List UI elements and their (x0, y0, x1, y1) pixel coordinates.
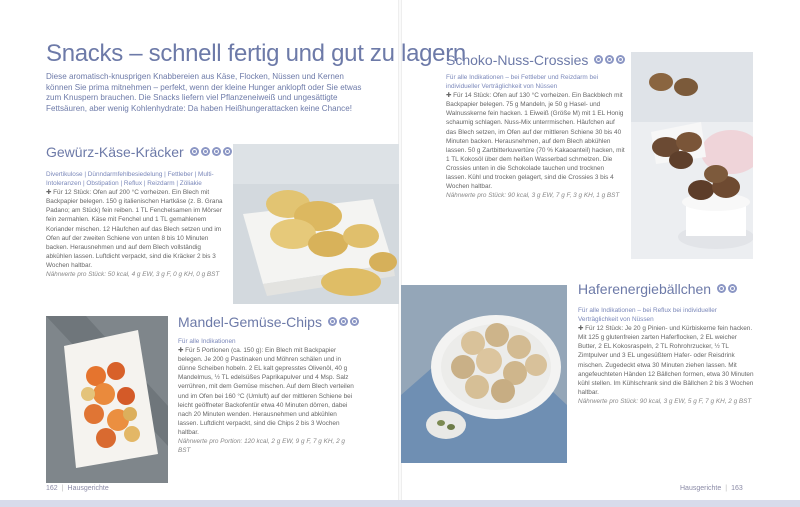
intro-text: Diese aromatisch-knusprigen Knabbereien aus Käse, Flocken, Nüssen und Kernen können Sie prima mitnehmen – perfekt, wenn der kleine Hunger anklopft oder Sie etwas zum Knuspern brauchen. Die Snacks liefern viel Pflanzeneiweiß und ungesättigte Fettsäuren, aber wenig Kohlenhydrate: Da haben Heißhungerattacken keine Chance! (46, 72, 362, 113)
energy-balls-photo (401, 285, 567, 463)
recipe1-body (46, 170, 228, 279)
recipe3-body (446, 73, 626, 200)
left-footer: 162 | Hausgerichte (46, 485, 109, 492)
recipe1-text: ✚ Für 12 Stück: Ofen auf 200 °C vorheizen. Ein Blech mit Backpapier belegen. 150 g italienischen Hartkäse (z. B. Grana Padano; am Stück) fein reiben. 1 TL Fenchelsamen im Mörser fein zermahlen. Käse mit Fenchel und 1 TL gemahlenem Koriander mischen. 12 Häufchen auf das Blech setzen und im Ofen auf der zweiten Schiene von unten 8 bis 10 Minuten backen. Herausnehmen und auf dem Blech vollständig abkühlen lassen. Luftdicht verpackt, sind die Kräcker 2 bis 3 Wochen haltbar. (46, 189, 223, 269)
recipe1-nutrition: Nährwerte pro Stück: 50 kcal, 4 g EW, 3 g F, 0 g KH, 0 g BST (46, 271, 220, 279)
recipe3-text: ✚ Für 14 Stück: Ofen auf 130 °C vorheizen. Ein Backblech mit Backpapier belegen. 75 g Mandeln, je 50 g Hasel- und Walnusskerne fein hacken. 1 Eiweiß (Größe M) mit 1 EL Honig schaumig schlagen. Nuss-Mix unterrmischen. Häufchen auf das Blech setzen, im Ofen auf der mittleren Schiene 30 bis 40 Minuten backen. Herausnehmen, auf dem Blech abkühlen lassen. 50 g Zartbitterkuvertüre (70 % Kakaoanteil) hacken, mit 1 TL Kokosöl über dem heißen Wasserbad schmelzen. Die Crossies unten in die Schokolade tauchen und trocknen lassen. Kühl und trocken gelagert, sind die Crossies 3 bis 4 Wochen haltbar. (446, 92, 625, 191)
recipe2-body (178, 337, 358, 455)
badge-icon (605, 55, 614, 64)
indication-badges (717, 282, 739, 298)
recipe4-indications: Für alle Indikationen – bei Reflux bei individueller Verträglichkeit von Nüssen (578, 307, 717, 324)
left-page-number: 162 (46, 485, 58, 492)
badge-icon (201, 147, 210, 156)
badge-icon (328, 317, 337, 326)
recipe4-nutrition: Nährwerte pro Stück: 90 kcal, 3 g EW, 5 g F, 7 g KH, 2 g BST (578, 397, 752, 405)
badge-icon (616, 55, 625, 64)
recipe2-indications: Für alle Indikationen (178, 338, 236, 345)
recipe-title-gewuerz-kaese-kraecker: Gewürz-Käse-Kräcker (46, 144, 234, 161)
recipe-title-haferenergiebaellchen: Haferenergiebällchen (578, 281, 739, 298)
left-section-label: Hausgerichte (67, 485, 109, 492)
recipe1-indications: Divertikulose | Dünndarmfehlbesiedelung | Fettleber | Multi-Intoleranzen | Obstipation | Reflux | Reizdarm | Zöliakie (46, 171, 214, 188)
badge-icon (190, 147, 199, 156)
recipe4-body (578, 306, 754, 406)
badge-icon (717, 284, 726, 293)
recipe-title-schoko-nuss-crossies: Schoko-Nuss-Crossies (446, 52, 627, 69)
badge-icon (212, 147, 221, 156)
cheese-crackers-photo (233, 144, 399, 304)
recipe2-text: ✚ Für 5 Portionen (ca. 150 g): Ein Blech mit Backpapier belegen. Je 200 g Pastinaken und Möhren schälen und in dünne Scheiben hobeln. 2 EL kalt gepresstes Olivenöl, 40 g Mandelmus, ½ TL edelsüßes Paprikapulver und 4 Msp. Salz verrühren, mit dem Gemüse mischen. Auf dem Blech verteilen und im Ofen bei 160 °C (Umluft) auf der mittleren Schiene bei leicht geöffneter Backofentür etwa 40 Minuten dörren, dabei nach 20 Minuten wenden. Herausnehmen und abkühlen lassen. Luftdicht verpackt, sind die Chips 2 bis 3 Wochen haltbar. (178, 347, 354, 436)
right-footer: Hausgerichte | 163 (680, 485, 743, 492)
indication-badges (190, 145, 234, 161)
indication-badges (328, 315, 361, 331)
page-bottom-edge (0, 500, 800, 507)
recipe3-nutrition: Nährwerte pro Stück: 90 kcal, 3 g EW, 7 g F, 3 g KH, 1 g BST (446, 192, 620, 200)
badge-icon (594, 55, 603, 64)
badge-icon (350, 317, 359, 326)
indication-badges (594, 53, 627, 69)
right-section-label: Hausgerichte (680, 485, 722, 492)
badge-icon (728, 284, 737, 293)
right-page-number: 163 (731, 485, 743, 492)
recipe2-nutrition: Nährwerte pro Portion: 120 kcal, 2 g EW, 9 g F, 7 g KH, 2 g BST (178, 438, 345, 455)
page-heading: Snacks – schnell fertig und gut zu lagern (46, 40, 466, 67)
recipe3-indications: Für alle Indikationen – bei Fettleber und Reizdarm bei individueller Verträglichkeit von Nüssen (446, 74, 599, 91)
badge-icon (339, 317, 348, 326)
recipe-title-mandel-gemuese-chips: Mandel-Gemüse-Chips (178, 314, 361, 331)
badge-icon (223, 147, 232, 156)
crossies-photo (631, 52, 753, 259)
vegetable-chips-photo (46, 316, 168, 483)
recipe4-text: ✚ Für 12 Stück: Je 20 g Pinien- und Kürbiskerne fein hacken. Mit 125 g glutenfreien zarten Haferflocken, 2 EL weicher Butter, 2 EL Kokosraspeln, 2 TL Rohrohrzucker, ½ TL Zimtpulver und 3 EL ungesüßtem Hafer- oder Reisdrink mischen. Zugedeckt etwa 30 Minuten ziehen lassen. Mit angefeuchteten Händen 12 Bällchen formen, etwa 30 Minuten kühl stellen. Im Kühlschrank sind die Bällchen 2 bis 3 Wochen haltbar. (578, 325, 754, 396)
